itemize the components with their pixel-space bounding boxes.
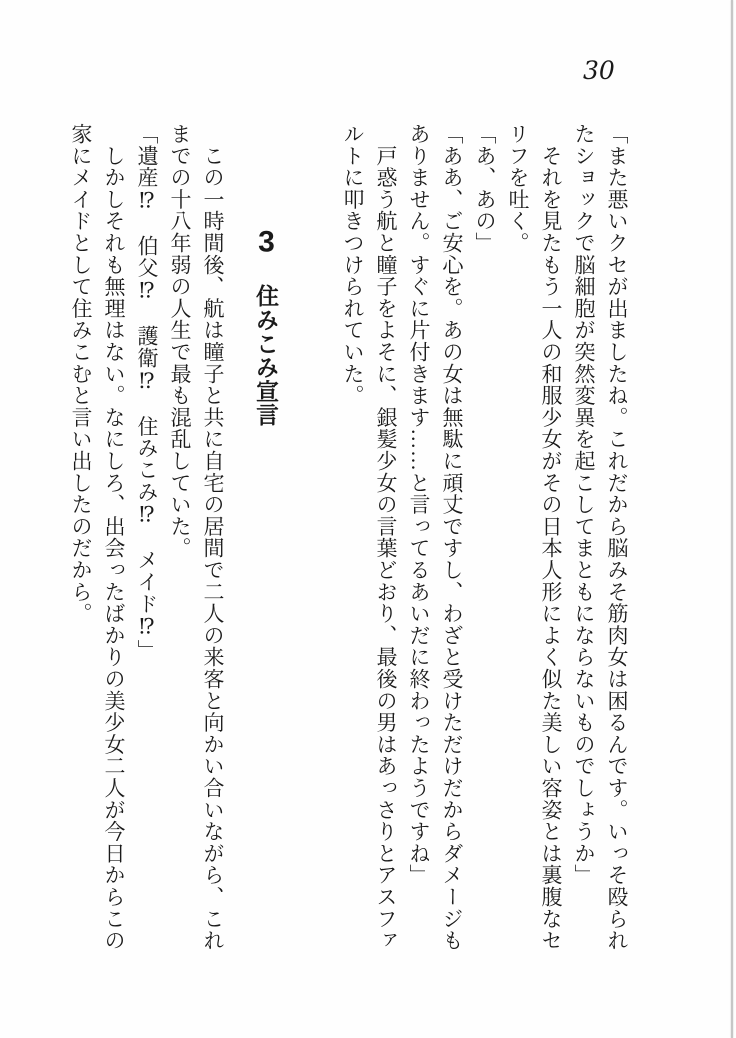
body-line: たショックで脳細胞が突然変異を起こしてまともにならないものでしょうか」	[572, 123, 596, 886]
body-line: 「また悪いクセが出ましたね。これだから脳みそ筋肉女は困るんです。いっそ殴られ	[605, 123, 629, 952]
chapter-heading	[249, 123, 283, 953]
body-line: この一時間後、航は瞳子と共に自宅の居間で二人の来客と向かい合いながら、これ	[201, 123, 225, 952]
body-line: ありません。すぐに片付きます……と言ってるあいだに終わったようですね」	[407, 123, 431, 886]
body-line: 戸惑う航と瞳子をよそに、銀髪少女の言葉どおり、最後の男はあっさりとアスファ	[374, 123, 398, 952]
body-line: リフを吐く。	[506, 123, 530, 254]
body-line: 「遺産⁉ 伯父⁉ 護衛⁉ 住みこみ⁉ メイド⁉」	[135, 123, 159, 662]
vertical-text-block	[64, 123, 633, 953]
chapter-number: 3	[258, 227, 275, 257]
body-line: 家にメイドとして住みこむと言い出したのだから。	[69, 123, 93, 625]
page-number: 30	[583, 56, 615, 85]
body-line: 「ああ、ご安心を。あの女は無駄に頑丈ですし、わざと受けただけだからダメージも	[440, 123, 464, 952]
body-line: それを見たもう一人の和服少女がその日本人形によく似た美しい容姿とは裏腹なセ	[539, 123, 563, 952]
body-line: ルトに叩きつけられていた。	[341, 123, 365, 407]
body-line: 「あ、あの」	[473, 123, 497, 254]
scan-artifact-line	[731, 0, 733, 1038]
body-line: までの十八年弱の人生で最も混乱していた。	[168, 123, 192, 559]
chapter-title: 住みこみ宣言	[253, 283, 279, 427]
body-line: しかしそれも無理はない。なにしろ、出会ったばかりの美少女二人が今日からこの	[102, 123, 126, 952]
